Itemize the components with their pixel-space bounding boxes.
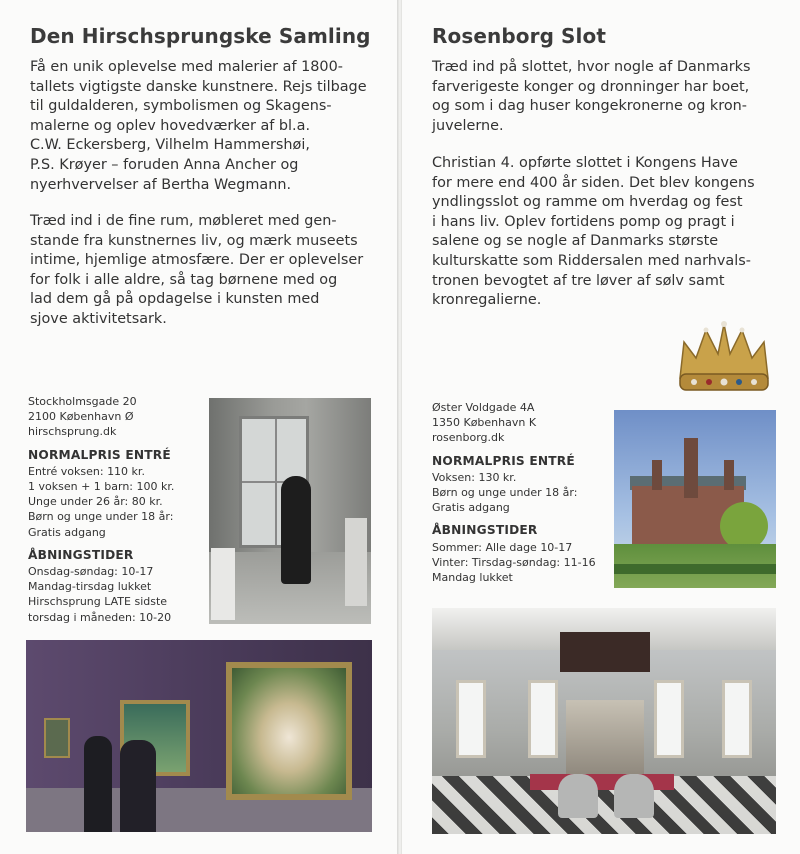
text-line: tallets vigtigste danske kunstnere. Rejs tilbage (30, 78, 367, 95)
rosenborg-description (432, 154, 755, 311)
price-line: Børn og unge under 18 år: (28, 510, 174, 524)
text-line: kronregalierne. (432, 292, 542, 309)
rosenborg-intro (432, 58, 751, 136)
text-line: Få en unik oplevelse med malerier af 1800- (30, 59, 343, 75)
text-line: tronen bevogtet af tre løver af sølv samt (432, 272, 725, 289)
hours-line: Onsdag-søndag: 10-17 (28, 565, 154, 579)
portrait-painting (226, 662, 352, 800)
silver-lion (558, 774, 598, 818)
visitor-figure (84, 736, 112, 832)
price-line: Unge under 26 år: 80 kr. (28, 495, 163, 509)
text-line: kulturskatte som Riddersalen med narhvals- (432, 252, 751, 269)
address-line: 2100 København Ø (28, 410, 134, 424)
text-line: sjove aktivitetsark. (30, 310, 167, 327)
narwhal-throne (566, 700, 644, 780)
price-line: Gratis adgang (28, 525, 106, 539)
text-line: for folk i alle aldre, så tag børnene med og (30, 271, 338, 288)
right-page (402, 0, 800, 854)
text-line: til guldalderen, symbolismen og Skagens- (30, 98, 332, 115)
visitor-figure (120, 740, 156, 832)
website-link[interactable]: rosenborg.dk (432, 431, 505, 445)
text-line: Træd ind på slottet, hvor nogle af Danmarks (432, 59, 751, 75)
hours-line: torsdag i måneden: 10-20 (28, 610, 172, 624)
hours-heading: ÅBNINGSTIDER (28, 547, 134, 562)
hours-line: Vinter: Tirsdag-søndag: 11-16 (432, 555, 596, 569)
price-line: Voksen: 130 kr. (432, 470, 517, 484)
hirschsprung-title: Den Hirschsprungske Samling (30, 24, 371, 48)
text-line: stande fra kunstnernes liv, og mærk museets (30, 232, 358, 249)
hirschsprung-info (28, 394, 204, 625)
rosenborg-castle-image (614, 410, 776, 588)
hours-line: Mandag lukket (432, 571, 513, 585)
woman-figure (281, 476, 311, 584)
hirschsprung-intro (30, 58, 367, 195)
text-line: Træd ind i de fine rum, møbleret med gen- (30, 213, 337, 229)
price-heading: NORMALPRIS ENTRÉ (432, 453, 575, 468)
price-line: Børn og unge under 18 år: (432, 486, 578, 500)
text-line: lad dem gå på opdagelse i kunsten med (30, 291, 320, 308)
text-line: intime, hjemlige atmosfære. Der er oplevelser (30, 252, 364, 269)
price-heading: NORMALPRIS ENTRÉ (28, 447, 171, 462)
price-line: Entré voksen: 110 kr. (28, 464, 145, 478)
knights-hall-image (432, 608, 776, 834)
address-line: Stockholmsgade 20 (28, 395, 137, 408)
text-line: Christian 4. opførte slottet i Kongens Have (432, 155, 738, 171)
website-link[interactable]: hirschsprung.dk (28, 425, 117, 439)
small-painting (44, 718, 70, 758)
hours-line: Mandag-tirsdag lukket (28, 580, 152, 594)
price-line: Gratis adgang (432, 501, 510, 515)
throne-canopy (560, 632, 650, 672)
price-line: 1 voksen + 1 barn: 100 kr. (28, 480, 175, 494)
hours-line: Sommer: Alle dage 10-17 (432, 540, 573, 554)
gallery-visitors-image (26, 640, 372, 832)
text-line: og som i dag huser kongekronerne og kron- (432, 98, 747, 115)
text-line: malerne og oplev hovedværker af bl.a. (30, 117, 311, 134)
text-line: yndlingsslot og ramme om hverdag og fest (432, 194, 743, 211)
hours-line: Hirschsprung LATE sidste (28, 595, 168, 609)
hirschsprung-description (30, 212, 363, 330)
text-line: for mere end 400 år siden. Det blev kongens (432, 174, 755, 191)
address-line: 1350 København K (432, 416, 537, 430)
text-line: nyerhvervelser af Bertha Wegmann. (30, 176, 292, 193)
left-page (0, 0, 398, 854)
address-line: Øster Voldgade 4A (432, 401, 535, 414)
rosenborg-info (432, 400, 610, 585)
crown-image (674, 320, 774, 396)
text-line: juvelerne. (432, 117, 504, 134)
text-line: i hans liv. Oplev fortidens pomp og pragt i (432, 213, 735, 230)
crown-icon (674, 320, 774, 396)
willow-tree (720, 502, 768, 550)
hours-heading: ÅBNINGSTIDER (432, 523, 538, 538)
text-line: C.W. Eckersberg, Vilhelm Hammershøi, (30, 137, 310, 154)
silver-lion (614, 774, 654, 818)
text-line: salene og se nogle af Danmarks største (432, 233, 719, 250)
castle-tower (684, 438, 698, 498)
text-line: farverigeste konger og dronninger har boet, (432, 78, 750, 95)
hammershoi-painting-image (209, 398, 371, 624)
text-line: P.S. Krøyer – foruden Anna Ancher og (30, 156, 299, 173)
rosenborg-title: Rosenborg Slot (432, 24, 607, 48)
